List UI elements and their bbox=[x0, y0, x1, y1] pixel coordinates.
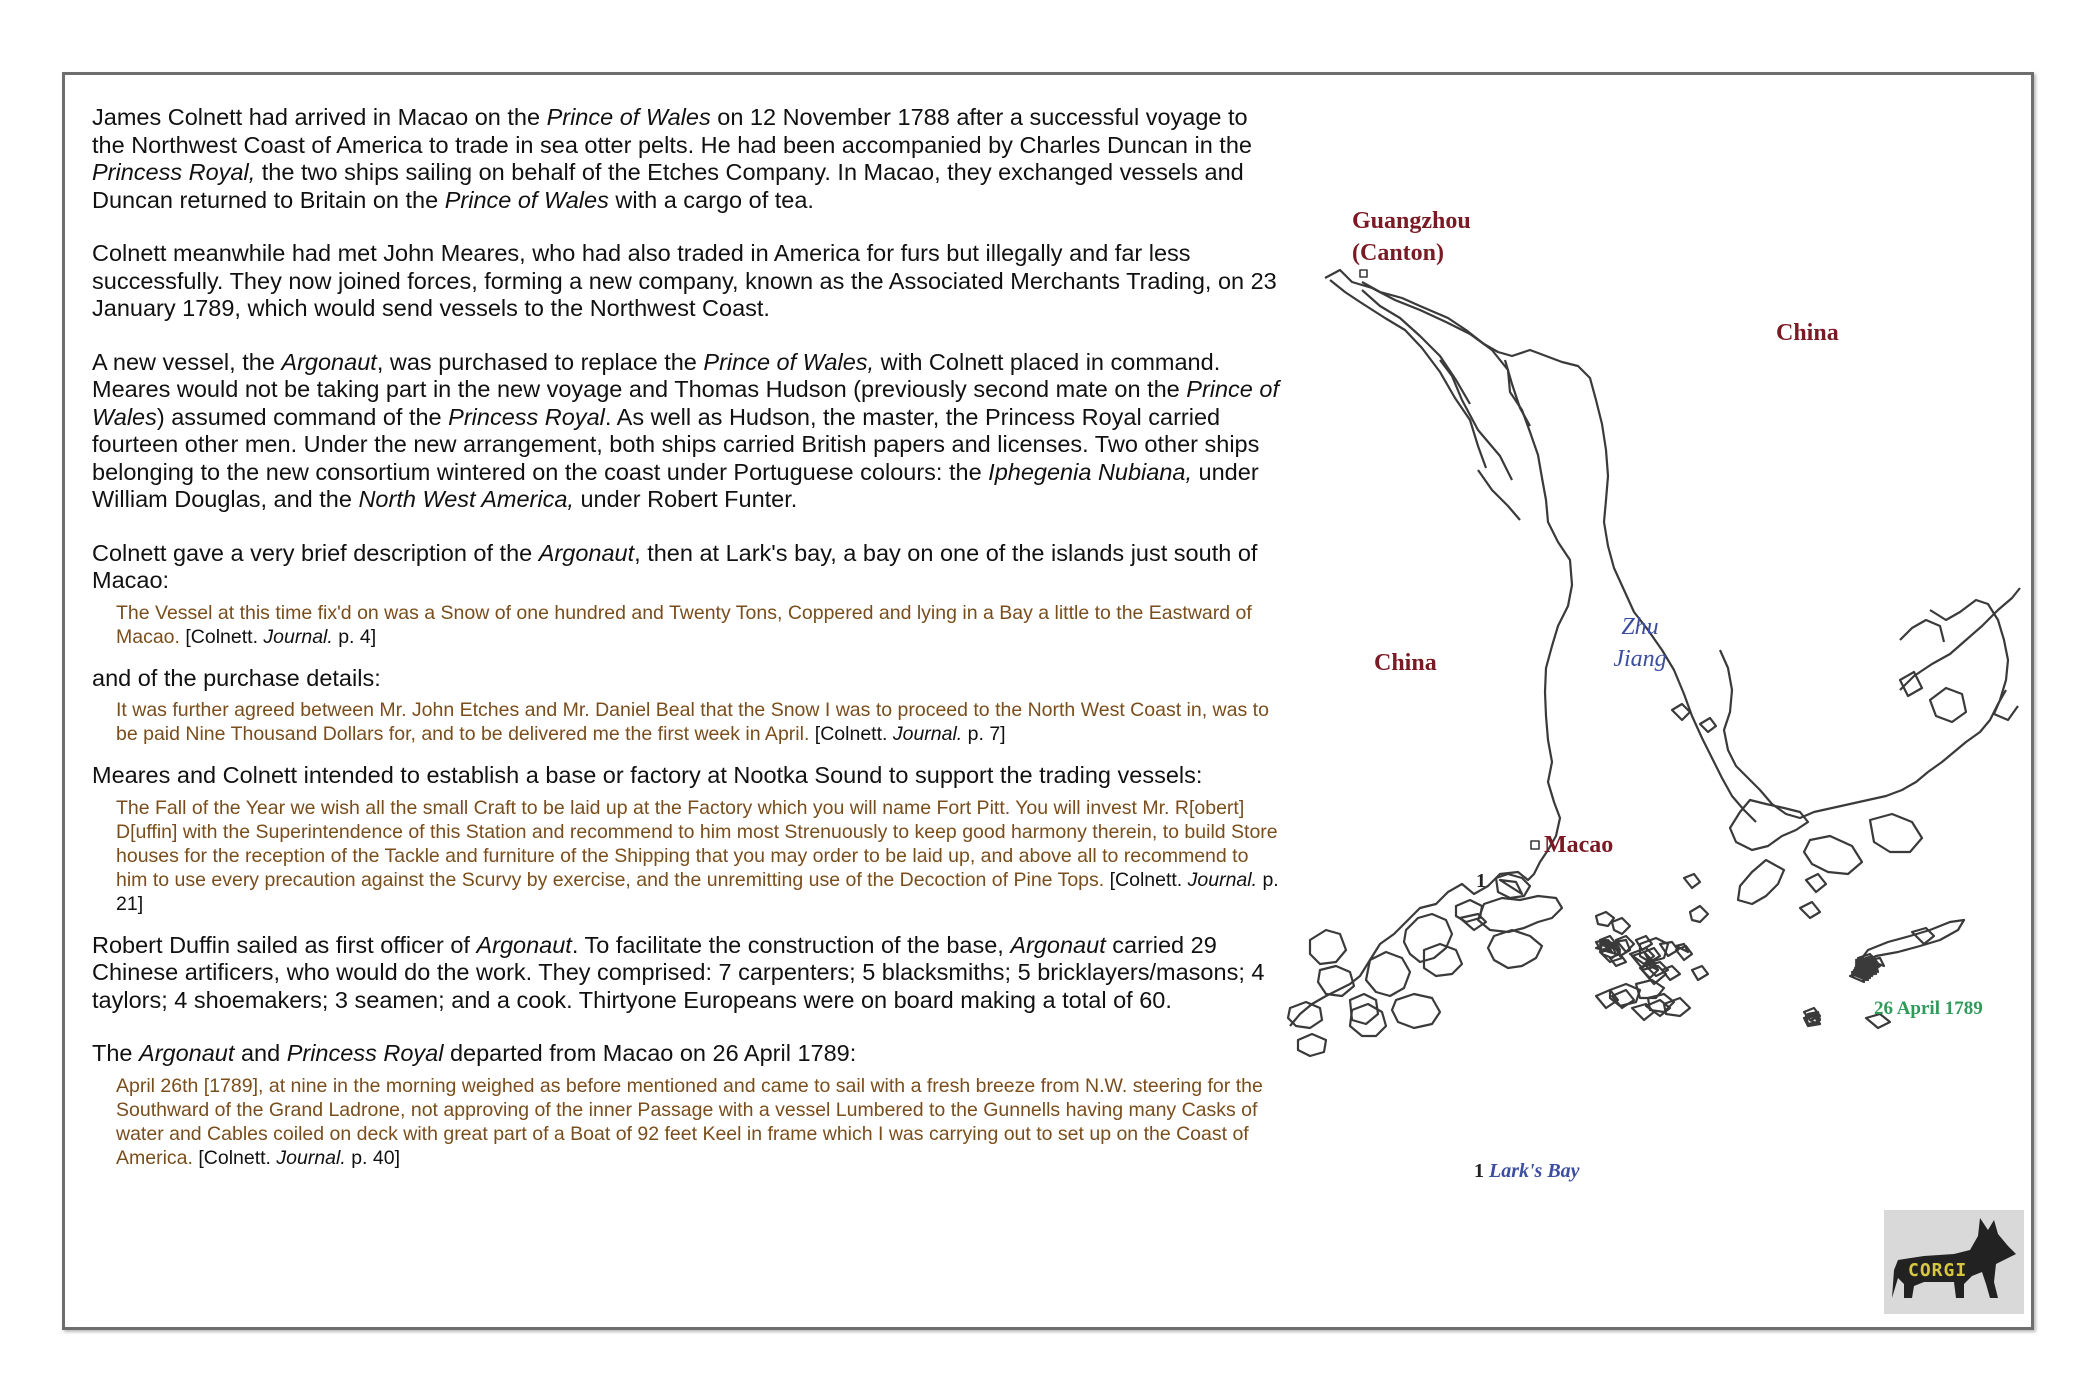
island bbox=[1366, 952, 1410, 996]
text-span: and bbox=[234, 1040, 287, 1066]
text-span: Colnett gave a very brief description of the bbox=[92, 539, 539, 566]
label-jiang: Jiang bbox=[1613, 646, 1667, 672]
label-china-west: China bbox=[1374, 650, 1437, 676]
island bbox=[1804, 836, 1862, 874]
island bbox=[1738, 860, 1784, 904]
logo-text: CORGI bbox=[1908, 1260, 1968, 1281]
island bbox=[1690, 906, 1708, 922]
quote-text: The Vessel at this time fix'd on was a Snow of one hundred and Twenty Tons, Coppered and lying in a Bay a little to the Eastward of Macao. bbox=[116, 601, 1252, 648]
label-guangzhou: Guangzhou bbox=[1352, 208, 1471, 234]
text-span: A new vessel, the bbox=[92, 348, 282, 375]
guangzhou-marker bbox=[1360, 270, 1367, 277]
text-span: the two ships sailing on behalf of the Etches Company. In Macao, they exchanged vessels and Duncan returned to Britain on the bbox=[92, 159, 1244, 213]
river-channel bbox=[1440, 360, 1512, 480]
paragraph-6: Meares and Colnett intended to establish a base or factory at Nootka Sound to support the trading vessels: bbox=[92, 762, 1203, 788]
island bbox=[1800, 902, 1820, 918]
coastline-east bbox=[1362, 282, 1756, 822]
ship-name: Prince of Wales, bbox=[703, 348, 875, 375]
label-canton: (Canton) bbox=[1352, 240, 1445, 266]
cite-part: [Colnett. bbox=[192, 1146, 277, 1169]
ship-name: Argonaut bbox=[281, 348, 377, 375]
island bbox=[1900, 672, 1922, 696]
text-span: carried 29 Chinese artificers, who would do the work. They comprised: 7 carpenters; 5 blacksmiths; 5 bricklayers/masons; 4 taylors; 4 shoemakers; 3 seamen; and a cook. Thirtyone Europeans were on board making a total of 60. bbox=[92, 931, 1265, 1013]
island bbox=[1632, 1004, 1654, 1020]
text-span: Robert Duffin sailed as first officer of bbox=[92, 931, 477, 958]
text-span: James Colnett had arrived in Macao on the bbox=[92, 104, 547, 130]
legend-number: 1 bbox=[1474, 1160, 1484, 1182]
river-channel bbox=[1362, 290, 1470, 404]
ship-name: Argonaut bbox=[476, 931, 572, 958]
corgi-logo bbox=[1884, 1210, 2024, 1314]
coastline-ne bbox=[1900, 620, 1944, 642]
cite-part: [Colnett. bbox=[1104, 868, 1188, 891]
cite-part: p. 7] bbox=[962, 723, 1006, 745]
cite-part: p. 21] bbox=[116, 868, 1279, 915]
ship-name: Argonaut bbox=[538, 539, 635, 566]
island bbox=[1692, 966, 1708, 980]
ship-name: Iphegenia Nubiana, bbox=[988, 458, 1193, 485]
cite-part: p. 40] bbox=[345, 1146, 400, 1169]
island bbox=[1298, 1034, 1326, 1056]
quote-text: It was further agreed between Mr. John Etches and Mr. Daniel Beal that the Snow I was to proceed to the North West Coast in, was to be paid Nine Thousand Dollars for, and to be delivered me the first week in April. bbox=[116, 699, 1269, 745]
text-span: under Robert Funter. bbox=[573, 486, 798, 512]
cite-journal: Journal. bbox=[1187, 868, 1258, 891]
ship-name: Princess Royal, bbox=[92, 159, 256, 185]
island bbox=[1684, 874, 1700, 888]
island bbox=[1930, 688, 1966, 722]
label-departure-date: 26 April 1789 bbox=[1874, 998, 1983, 1019]
label-china-northeast: China bbox=[1776, 320, 1839, 346]
island bbox=[1478, 896, 1562, 932]
ship-name: Prince of Wales bbox=[546, 104, 711, 130]
cite-part: [Colnett. bbox=[809, 723, 893, 745]
text-span: , then at Lark's bay, a bay on one of the islands just south of Macao: bbox=[92, 539, 1258, 593]
text-span: under William Douglas, and the bbox=[92, 458, 1259, 512]
island bbox=[1672, 704, 1690, 720]
text-span: departed from Macao on 26 April 1789: bbox=[443, 1040, 857, 1066]
label-larks-bay-marker: 1 bbox=[1476, 870, 1486, 892]
text-span: on 12 November 1788 after a successful voyage to the Northwest Coast of America to trade in sea otter pelts. He had been accompanied by Charles Duncan in the bbox=[92, 104, 1252, 158]
island bbox=[1488, 930, 1542, 968]
text-span: with Colnett placed in command. Meares would not be taking part in the new voyage and Thomas Hudson (previously second mate on the bbox=[92, 348, 1221, 402]
island bbox=[1392, 994, 1440, 1028]
label-macao: Macao bbox=[1544, 832, 1614, 858]
cite-journal: Journal. bbox=[263, 625, 333, 648]
cite-journal: Journal. bbox=[276, 1146, 346, 1169]
text-span: , was purchased to replace the bbox=[376, 348, 704, 375]
label-zhu: Zhu bbox=[1621, 614, 1659, 640]
coastline-west bbox=[1290, 270, 1572, 1026]
ship-name: Prince of Wales bbox=[444, 186, 609, 213]
river-channel bbox=[1330, 280, 1486, 468]
text-span: ) assumed command of the bbox=[156, 403, 449, 430]
island bbox=[1612, 918, 1630, 934]
macao-marker bbox=[1531, 841, 1539, 849]
text-span: The bbox=[92, 1040, 140, 1066]
ship-name: Princess Royal bbox=[448, 403, 605, 430]
quote-text: The Fall of the Year we wish all the small Craft to be laid up at the Factory which you will name Fort Pitt. You will invest Mr. R[obert] D[uffin] with the Superintendence of this Station and recommend to him most Strenuously to keep good harmony therein, to build Store houses for the reception of the Tackle and furniture of the Shipping that you may order to be laid up, and above all to recommend to him to use every precaution against the Scurvy by exercise, and the unremitting use of the Decoction of Pine Tops. bbox=[116, 796, 1278, 891]
island bbox=[1288, 1002, 1322, 1028]
text-span: . As well as Hudson, the master, the Princess Royal carried fourteen other men. Under the new arrangement, both ships carried British papers and licenses. Two other ships belonging to the new consortium wintered on the coast under Portuguese colours: the bbox=[92, 403, 1260, 485]
island bbox=[1806, 874, 1826, 892]
coastline-ne bbox=[1930, 600, 2018, 720]
coastline-far-east bbox=[1900, 588, 2020, 690]
coastline-hk bbox=[1720, 650, 2006, 818]
paragraph-5: and of the purchase details: bbox=[92, 664, 381, 691]
island bbox=[1700, 718, 1716, 732]
text-span: . To facilitate the construction of the base, bbox=[571, 931, 1011, 958]
cite-journal: Journal. bbox=[892, 723, 963, 745]
island bbox=[1310, 930, 1346, 964]
island bbox=[1404, 914, 1452, 962]
island bbox=[1870, 814, 1922, 852]
ship-name: North West America, bbox=[358, 486, 574, 512]
ship-name: Argonaut bbox=[1010, 931, 1106, 958]
river-channel bbox=[1505, 360, 1530, 426]
river-channel bbox=[1478, 470, 1520, 520]
island bbox=[1856, 920, 1964, 966]
legend-label: Lark's Bay bbox=[1489, 1160, 1580, 1182]
island bbox=[1850, 974, 1864, 982]
ship-name: Argonaut bbox=[139, 1040, 235, 1066]
paragraph-2: Colnett meanwhile had met John Meares, who had also traded in America for furs but illegally and far less successfully. They now joined forces, forming a new company, known as the Associated Merchants Trading, on 23 January 1789, which would send vessels to the Northwest Coast. bbox=[92, 240, 1277, 321]
ship-name: Prince of Wales bbox=[92, 376, 1280, 430]
ship-name: Princess Royal bbox=[286, 1040, 444, 1066]
island bbox=[1500, 880, 1522, 894]
cite-part: p. 4] bbox=[332, 625, 377, 648]
island bbox=[1596, 912, 1614, 926]
text-span: with a cargo of tea. bbox=[608, 186, 814, 213]
cite-part: [Colnett. bbox=[179, 625, 264, 648]
map-legend bbox=[1474, 1160, 1580, 1183]
quote-text: April 26th [1789], at nine in the morning weighed as before mentioned and came to sail with a fresh breeze from N.W. steering for the Southward of the Grand Ladrone, not approving of the inner Passage with a vessel Lumbered to the Gunnells having many Casks of water and Cables coiled on deck with great part of a Boat of 92 feet Keel in frame which I was carrying out to set up on the Coast of America. bbox=[116, 1074, 1263, 1169]
